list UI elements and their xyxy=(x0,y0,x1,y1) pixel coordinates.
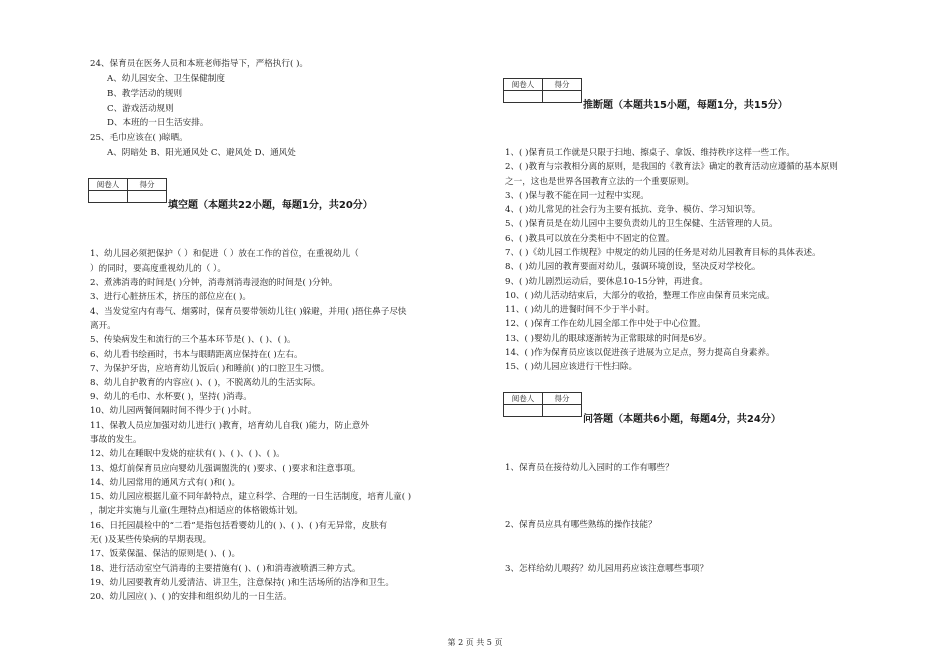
question-24-stem: 24、保育员在医务人员和本班老师指导下，严格执行( )。 xyxy=(90,59,309,69)
fill-line: 5、传染病发生和流行的三个基本环节是( )、( )、( )。 xyxy=(90,335,296,345)
score-cell xyxy=(543,405,582,417)
fill-line: 1、幼儿园必须把保护（ ）和促进（ ）放在工作的首位，在重视幼儿（ xyxy=(90,249,359,259)
score-label: 得分 xyxy=(543,393,582,405)
fill-line: 13、熄灯前保育员应向婴幼儿强调盥洗的( )要求、( )要求和注意事项。 xyxy=(90,464,361,474)
judge-line: 1、( )保育员工作就是只限于扫地、擦桌子、拿饭、维持秩序这样一些工作。 xyxy=(505,148,795,158)
judge-line: 15、( )幼儿园应该进行干性扫除。 xyxy=(505,362,638,372)
page-footer: 第 2 页 共 5 页 xyxy=(447,638,503,647)
fill-line: 4、当发觉室内有毒气、烟雾时，保育员要带领幼儿往( )躲避，并用( )捂住鼻子尽快 xyxy=(90,307,407,317)
fill-line: 19、幼儿园要教育幼儿爱清洁、讲卫生，注意保持( )和生活场所的洁净和卫生。 xyxy=(90,578,394,588)
fill-line: 2、煮沸消毒的时间是( )分钟，消毒剂消毒浸泡的时间是( )分钟。 xyxy=(90,278,338,288)
question-24-option-b: B、教学活动的规则 xyxy=(107,89,183,99)
judge-line: 6、( )教具可以放在分类柜中不固定的位置。 xyxy=(505,234,675,244)
judge-line: 8、( )幼儿园的教育要面对幼儿，强调环境创设，坚决反对学校化。 xyxy=(505,262,761,272)
question-25-stem: 25、毛巾应该在( )晾晒。 xyxy=(90,133,188,143)
fill-line: 无( )及某些传染病的早期表现。 xyxy=(90,535,212,545)
judge-line: 5、( )保育员是在幼儿园中主要负责幼儿的卫生保健、生活管理的人员。 xyxy=(505,219,778,229)
reviewer-cell xyxy=(89,191,128,203)
judge-line: 9、( )幼儿剧烈运动后，要休息10-15分钟，再进食。 xyxy=(505,277,708,287)
fill-line: 15、幼儿园应根据儿童不同年龄特点，建立科学、合理的一日生活制度，培育儿童( ) xyxy=(90,492,412,502)
fill-line: 离开。 xyxy=(90,321,116,331)
judge-line: 13、( )婴幼儿的眼球逐渐转为正常眼球的时间是6岁。 xyxy=(505,334,712,344)
fill-line: 14、幼儿园常用的通风方式有( )和( )。 xyxy=(90,478,241,488)
judge-line: 7、( )《幼儿园工作规程》中规定的幼儿园的任务是对幼儿园教育目标的具体表述。 xyxy=(505,248,821,258)
qa-score-box xyxy=(503,392,582,417)
qa-item: 1、保育员在接待幼儿入园时的工作有哪些？ xyxy=(505,463,674,473)
judge-line: 10、( )幼儿活动结束后，大部分的收拾，整理工作应由保育员来完成。 xyxy=(505,291,775,301)
fill-line: ，制定并实施与儿童(生理特点)相适应的体格锻炼计划。 xyxy=(90,506,303,516)
fill-line: 18、进行活动室空气消毒的主要措施有( )、( )和消毒液喷洒三种方式。 xyxy=(90,564,361,574)
question-24-option-a: A、幼儿园安全、卫生保健制度 xyxy=(107,74,225,84)
judge-line: 12、( )保育工作在幼儿园全部工作中处于中心位置。 xyxy=(505,319,706,329)
fill-line: 10、幼儿园两餐间隔时间不得少于( )小时。 xyxy=(90,406,257,416)
reviewer-label: 阅卷人 xyxy=(89,179,128,191)
score-cell xyxy=(128,191,167,203)
judge-line: 4、( )幼儿常见的社会行为主要有抵抗、竞争、模仿、学习知识等。 xyxy=(505,205,761,215)
fill-line: 16、日托园晨检中的“二看”是指包括看婴幼儿的( )、( )、( )有无异常，皮肤有 xyxy=(90,521,388,531)
fill-line: 20、幼儿园应( )、( )的安排和组织幼儿的一日生活。 xyxy=(90,592,292,602)
judge-line: 11、( )幼儿的进餐时间不少于半小时。 xyxy=(505,305,655,315)
qa-item: 2、保育员应具有哪些熟练的操作技能？ xyxy=(505,520,657,530)
fill-line: 3、进行心脏挤压术，挤压的部位应在( )。 xyxy=(90,292,251,302)
fill-line: 9、幼儿的毛巾、水杯要( )，坚持( )消毒。 xyxy=(90,392,252,402)
reviewer-cell xyxy=(504,405,543,417)
question-24-option-d: D、本班的一日生活安排。 xyxy=(107,118,209,128)
reviewer-label: 阅卷人 xyxy=(504,79,543,91)
fill-line: 12、幼儿在睡眠中发烧的症状有( )、( )、( )、( )。 xyxy=(90,449,285,459)
fill-line: 7、为保护牙齿，应培育幼儿饭后( )和睡前( )的口腔卫生习惯。 xyxy=(90,364,330,374)
judge-line: 14、( )作为保育员应该以促进孩子进展为立足点，努力提高自身素养。 xyxy=(505,348,775,358)
fill-line: 6、幼儿看书绘画时，书本与眼睛距离应保持在( )左右。 xyxy=(90,350,303,360)
fill-line: 事故的发生。 xyxy=(90,435,142,445)
fill-section-title: 填空题（本题共22小题，每题1分，共20分） xyxy=(168,200,373,211)
reviewer-label: 阅卷人 xyxy=(504,393,543,405)
judge-line: 之一，这也是世界各国教育立法的一个重要原则。 xyxy=(505,177,695,187)
score-cell xyxy=(543,91,582,103)
score-label: 得分 xyxy=(543,79,582,91)
qa-section-title: 问答题（本题共6小题，每题4分，共24分） xyxy=(583,414,781,425)
judge-line: 3、( )保与教不能在同一过程中实现。 xyxy=(505,191,649,201)
judge-line: 2、( )教育与宗教相分离的原则，是我国的《教育法》确定的教育活动应遵循的基本原则 xyxy=(505,162,838,172)
fill-score-box xyxy=(88,178,167,203)
judge-section-title: 推断题（本题共15小题，每题1分，共15分） xyxy=(583,100,788,111)
question-25-options: A、阴暗处 B、阳光通风处 C、避风处 D、通风处 xyxy=(107,148,296,158)
qa-item: 3、怎样给幼儿喂药？幼儿园用药应该注意哪些事项？ xyxy=(505,564,709,574)
score-label: 得分 xyxy=(128,179,167,191)
reviewer-cell xyxy=(504,91,543,103)
fill-line: 11、保教人员应加强对幼儿进行( )教育，培育幼儿自我( )能力，防止意外 xyxy=(90,421,370,431)
judge-score-box xyxy=(503,78,582,103)
question-24-option-c: C、游戏活动规则 xyxy=(107,104,174,114)
fill-line: ）的同时，要高度重视幼儿的（ ）。 xyxy=(90,264,226,274)
fill-line: 17、饭菜保温、保洁的原则是( )、( )。 xyxy=(90,549,241,559)
fill-line: 8、幼儿自护教育的内容应( )、( )，不脱离幼儿的生活实际。 xyxy=(90,378,321,388)
